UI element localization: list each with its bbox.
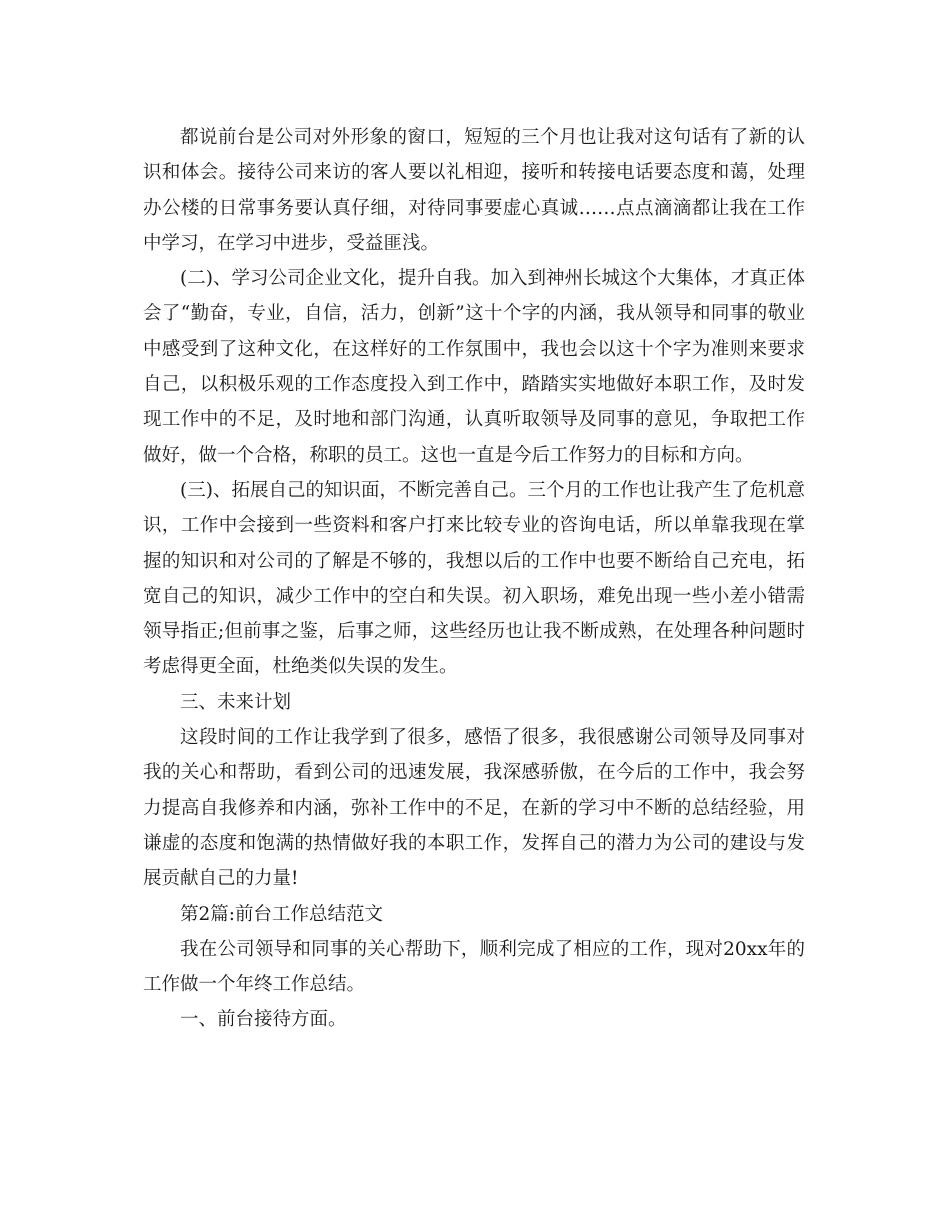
heading-reception: 一、前台接待方面。 <box>180 1009 347 1031</box>
paragraph-front-desk-window: 都说前台是公司对外形象的窗口，短短的三个月也让我对这句话有了新的认识和体会。接待公司来访的客人要以礼相迎，接听和转接电话要态度和蔼，处理办公楼的日常事务要认真仔细，对待同事要虚心真诚……点点滴滴都让我在工作中学习，在学习中进步，受益匪浅。 <box>143 127 805 254</box>
paragraph-expand-knowledge: (三)、拓展自己的知识面，不断完善自己。三个月的工作也让我产生了危机意识，工作中会接到一些资料和客户打来比较专业的咨询电话，所以单靠我现在掌握的知识和对公司的了解是不够的，我想以后的工作中也要不断给自己充电，拓宽自己的知识，减少工作中的空白和失误。初入职场，难免出现一些小差小错需领导指正;但前事之鉴，后事之师，这些经历也让我不断成熟，在处理各种问题时考虑得更全面，杜绝类似失误的发生。 <box>143 479 805 678</box>
paragraph-future-plan: 这段时间的工作让我学到了很多，感悟了很多，我很感谢公司领导及同事对我的关心和帮助，看到公司的迅速发展，我深感骄傲，在今后的工作中，我会努力提高自我修养和内涵，弥补工作中的不足，在新的学习中不断的总结经验，用谦虚的态度和饱满的热情做好我的本职工作，发挥自己的潜力为公司的建设与发展贡献自己的力量! <box>143 727 805 890</box>
paragraph-company-culture: (二)、学习公司企业文化，提升自我。加入到神州长城这个大集体，才真正体会了“勤奋，专业，自信，活力，创新”这十个字的内涵，我从领导和同事的敬业中感受到了这种文化，在这样好的工作氛围中，我也会以这十个字为准则来要求自己，以积极乐观的工作态度投入到工作中，踏踏实实地做好本职工作，及时发现工作中的不足，及时地和部门沟通，认真听取领导及同事的意见，争取把工作做好，做一个合格，称职的员工。这也一直是今后工作努力的目标和方向。 <box>143 268 805 466</box>
heading-future-plan: 三、未来计划 <box>180 691 292 713</box>
document-body <box>143 120 805 1038</box>
heading-article-2: 第2篇:前台工作总结范文 <box>180 903 384 925</box>
paragraph-year-end-intro: 我在公司领导和同事的关心帮助下，顺利完成了相应的工作，现对20xx年的工作做一个年终工作总结。 <box>143 938 805 996</box>
